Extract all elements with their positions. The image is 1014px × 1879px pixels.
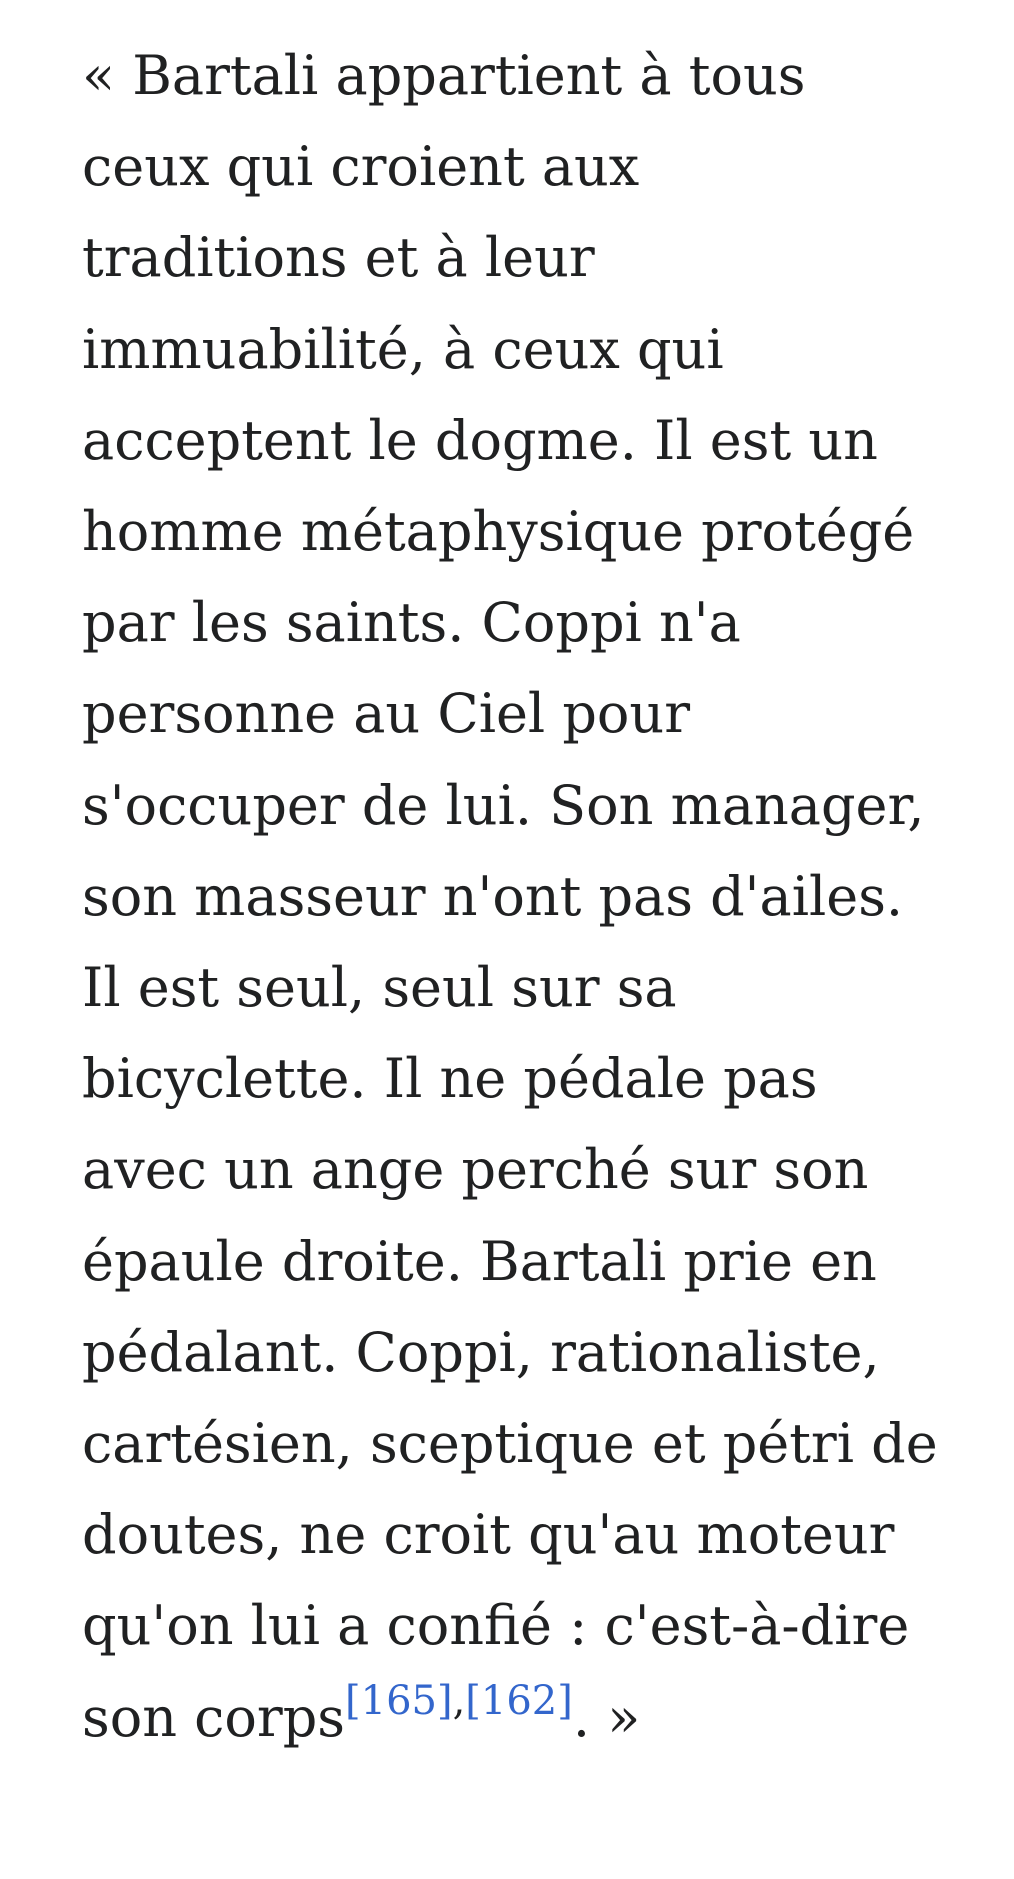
quote-block bbox=[82, 30, 962, 1763]
quote-line: cartésien, sceptique et pétri de bbox=[82, 1412, 938, 1476]
citation-separator: , bbox=[452, 1677, 466, 1724]
quote-last-line-text: son corps bbox=[82, 1685, 346, 1749]
quote-last-line bbox=[82, 1672, 962, 1763]
quote-line: ceux qui croient aux bbox=[82, 135, 640, 199]
quote-line: avec un ange perché sur son bbox=[82, 1138, 869, 1202]
quote-line: pédalant. Coppi, rationaliste, bbox=[82, 1320, 880, 1384]
quote-line: doutes, ne croit qu'au moteur bbox=[82, 1503, 895, 1567]
quote-line: homme métaphysique protégé bbox=[82, 500, 915, 564]
quote-line: son masseur n'ont pas d'ailes. bbox=[82, 864, 904, 928]
quote-line: épaule droite. Bartali prie en bbox=[82, 1229, 877, 1293]
quote-line: qu'on lui a confié : c'est-à-dire bbox=[82, 1594, 910, 1658]
quote-line: Il est seul, seul sur sa bbox=[82, 956, 677, 1020]
quote-line: personne au Ciel pour bbox=[82, 682, 691, 746]
quote-line: acceptent le dogme. Il est un bbox=[82, 408, 878, 472]
quote-line: « Bartali appartient à tous bbox=[82, 44, 806, 107]
quote-line: bicyclette. Il ne pédale pas bbox=[82, 1047, 818, 1111]
quote-line: traditions et à leur bbox=[82, 226, 595, 290]
quote-line: par les saints. Coppi n'a bbox=[82, 591, 741, 655]
citation-link-162[interactable]: [162] bbox=[465, 1677, 573, 1724]
citation-link-165[interactable]: [165] bbox=[345, 1677, 453, 1724]
quote-line: immuabilité, à ceux qui bbox=[82, 317, 724, 381]
quote-closing: . » bbox=[572, 1685, 641, 1749]
quote-line: s'occuper de lui. Son manager, bbox=[82, 773, 925, 837]
